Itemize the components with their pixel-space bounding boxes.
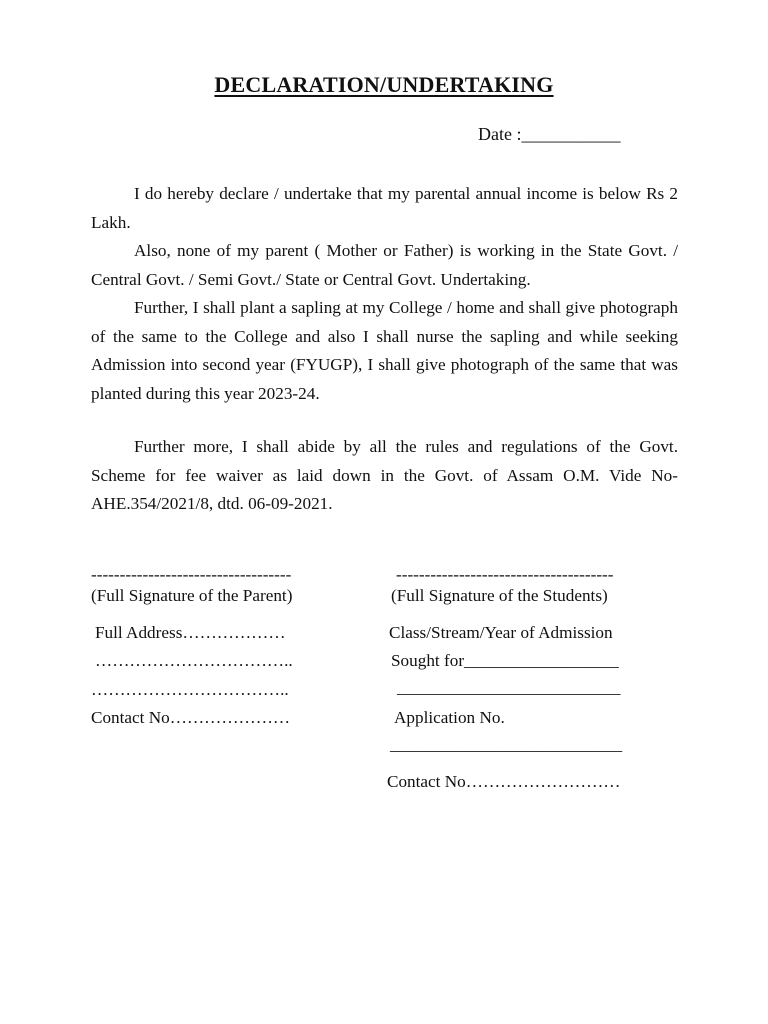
paragraph-income: [91, 180, 678, 237]
parent-contact-label: Contact No…………………: [91, 708, 291, 727]
page-title: [0, 72, 768, 98]
student-signature-label: (Full Signature of the Students): [391, 586, 608, 605]
paragraph-employment-text: Also, none of my parent ( Mother or Father) is working in the State Govt. / Central Govt. / Semi Govt./ State or Central Govt. Undertaking.: [91, 241, 678, 289]
parent-address-line-1: ……………………………..: [95, 651, 293, 670]
paragraph-employment: [91, 237, 678, 294]
parent-signature-label: (Full Signature of the Parent): [91, 586, 293, 605]
student-class-label: Class/Stream/Year of Admission: [389, 623, 613, 642]
parent-address-line-2: ……………………………..: [91, 680, 289, 699]
parent-address-label: Full Address………………: [95, 623, 286, 642]
student-sought-label: Sought for__________________: [391, 651, 619, 670]
paragraph-sapling: [91, 294, 678, 408]
paragraph-income-text: I do hereby declare / undertake that my parental annual income is below Rs 2 Lakh.: [91, 184, 678, 232]
parent-signature-line: -----------------------------------: [91, 565, 292, 584]
paragraph-sapling-text: Further, I shall plant a sapling at my College / home and shall give photograph of the same to the College and also I shall nurse the sapling and while seeking Admission into second year (FYUGP), I shall give photograph of the same that was planted during this year 2023-24.: [91, 298, 678, 403]
student-contact-label: Contact No………………………: [387, 772, 621, 791]
paragraph-rules-text: Further more, I shall abide by all the rules and regulations of the Govt. Scheme for fee waiver as laid down in the Govt. of Assam O.M. Vide No-AHE.354/2021/8, dtd. 06-09-2021.: [91, 437, 678, 513]
paragraph-rules: [91, 433, 678, 519]
title-text: DECLARATION/UNDERTAKING: [214, 72, 554, 97]
student-application-line: ___________________________: [390, 735, 623, 754]
date-field: Date :___________: [478, 124, 621, 144]
student-application-label: Application No.: [394, 708, 505, 727]
student-signature-line: --------------------------------------: [396, 565, 614, 584]
student-sought-line: __________________________: [397, 678, 621, 697]
